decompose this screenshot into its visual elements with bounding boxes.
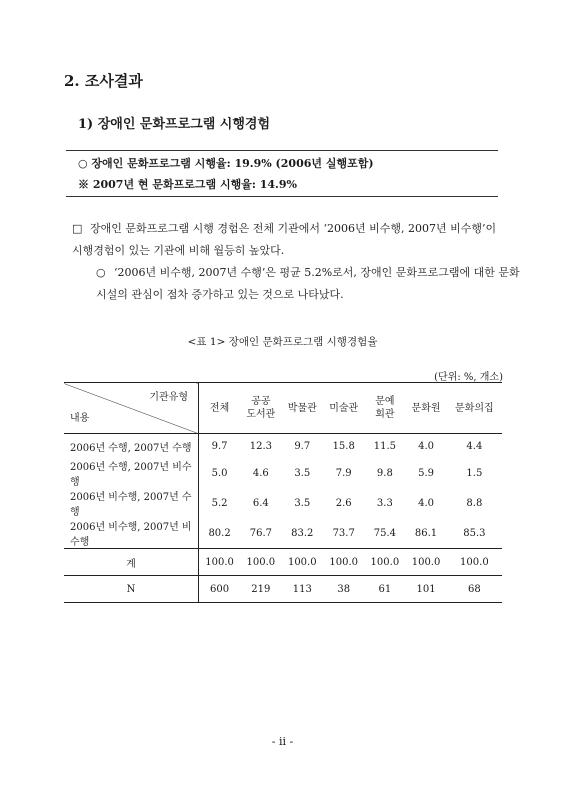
table-caption: <표 1> 장애인 문화프로그램 시행경험율 <box>187 336 378 348</box>
table-cell: 3.5 <box>294 497 311 509</box>
highlight-line-2: ※ 2007년 현 문화프로그램 시행율: 14.9% <box>78 178 297 191</box>
row-label: 2006년 비수행, 2007년 수행 <box>64 488 199 518</box>
table-total-row <box>64 549 502 576</box>
circle-bullet-icon: ○ <box>96 266 106 279</box>
table-cell: 100.0 <box>323 549 364 576</box>
table-cell: 101 <box>405 576 446 603</box>
table-cell: 85.3 <box>463 527 486 539</box>
highlight-line-1: ○ 장애인 문화프로그램 시행율: 19.9% (2006년 실행포함) <box>78 157 374 170</box>
table-row <box>64 488 502 518</box>
table-cell: 3.3 <box>376 497 393 509</box>
table-row <box>64 518 502 549</box>
subsection-title: 1) 장애인 문화프로그램 시행경험 <box>78 117 271 132</box>
table-cell: 7.9 <box>335 467 352 479</box>
table-cell: 3.5 <box>294 467 311 479</box>
table-cell: 219 <box>240 576 281 603</box>
table-cell: 100.0 <box>364 549 405 576</box>
paragraph-2 <box>72 262 526 306</box>
column-header: 박물관 <box>282 383 323 434</box>
row-label: 2006년 비수행, 2007년 비수행 <box>64 518 199 549</box>
table-row <box>64 458 502 488</box>
table-cell: 5.0 <box>211 467 228 479</box>
table-header-row <box>64 383 502 434</box>
page-number: - ii - <box>271 735 294 748</box>
table-cell: 2.6 <box>335 497 352 509</box>
table-cell: 61 <box>364 576 405 603</box>
paragraph-1 <box>72 218 502 262</box>
table-corner-cell <box>64 383 199 434</box>
table-cell: 4.0 <box>418 440 434 452</box>
column-header: 문화의집 <box>447 383 502 434</box>
paragraph-2-text: ‘2006년 비수행, 2007년 수행’은 평균 5.2%로서, 장애인 문화프로그램에 대한 문화시설의 관심이 점차 증가하고 있는 것으로 나타났다. <box>96 266 520 301</box>
table-unit: (단위: %, 개소) <box>434 372 503 383</box>
table-cell: 6.4 <box>252 497 269 509</box>
column-header: 문예 회관 <box>364 383 405 434</box>
highlight-top-rule <box>66 150 498 151</box>
table-cell: 100.0 <box>282 549 323 576</box>
row-label: N <box>64 576 199 603</box>
table-cell: 15.8 <box>332 440 355 452</box>
table-cell: 38 <box>323 576 364 603</box>
table-cell: 68 <box>447 576 502 603</box>
table-cell: 113 <box>282 576 323 603</box>
table-cell: 9.7 <box>211 440 228 452</box>
row-label: 계 <box>64 549 199 576</box>
table-cell: 4.0 <box>418 497 434 509</box>
section-title: 2. 조사결과 <box>64 72 143 90</box>
paragraph-1-text: 장애인 문화프로그램 시행 경험은 전체 기관에서 ‘2006년 비수행, 2007년 비수행’이 시행경험이 있는 기관에 비해 월등히 높았다. <box>72 222 497 257</box>
table-cell: 76.7 <box>249 527 272 539</box>
table-cell: 80.2 <box>208 527 231 539</box>
table-cell: 5.9 <box>418 467 434 479</box>
corner-bottom-label: 내용 <box>70 413 90 424</box>
table-cell: 1.5 <box>466 467 483 479</box>
column-header: 공공 도서관 <box>240 383 281 434</box>
column-header: 전체 <box>199 383 241 434</box>
table-cell: 100.0 <box>240 549 281 576</box>
table-row <box>64 434 502 459</box>
table-cell: 9.7 <box>294 440 311 452</box>
row-label: 2006년 수행, 2007년 비수행 <box>64 458 199 488</box>
highlight-bottom-rule <box>66 196 498 197</box>
row-label: 2006년 수행, 2007년 수행 <box>64 434 199 459</box>
table-cell: 600 <box>199 576 241 603</box>
column-header: 미술관 <box>323 383 364 434</box>
table-cell: 73.7 <box>332 527 355 539</box>
table-cell: 100.0 <box>447 549 502 576</box>
checkbox-icon: □ <box>72 222 83 235</box>
results-table <box>64 382 502 603</box>
table-cell: 12.3 <box>249 440 272 452</box>
table-cell: 4.4 <box>466 440 483 452</box>
table-cell: 75.4 <box>373 527 396 539</box>
table-n-row <box>64 576 502 603</box>
table-cell: 83.2 <box>291 527 314 539</box>
corner-top-label: 기관유형 <box>149 392 188 403</box>
table-cell: 100.0 <box>199 549 241 576</box>
table-cell: 8.8 <box>466 497 483 509</box>
table-cell: 5.2 <box>211 497 228 509</box>
table-cell: 11.5 <box>373 440 396 452</box>
table-cell: 100.0 <box>405 549 446 576</box>
column-header: 문화원 <box>405 383 446 434</box>
table-cell: 9.8 <box>376 467 393 479</box>
table-cell: 86.1 <box>414 527 438 539</box>
table-cell: 4.6 <box>252 467 269 479</box>
